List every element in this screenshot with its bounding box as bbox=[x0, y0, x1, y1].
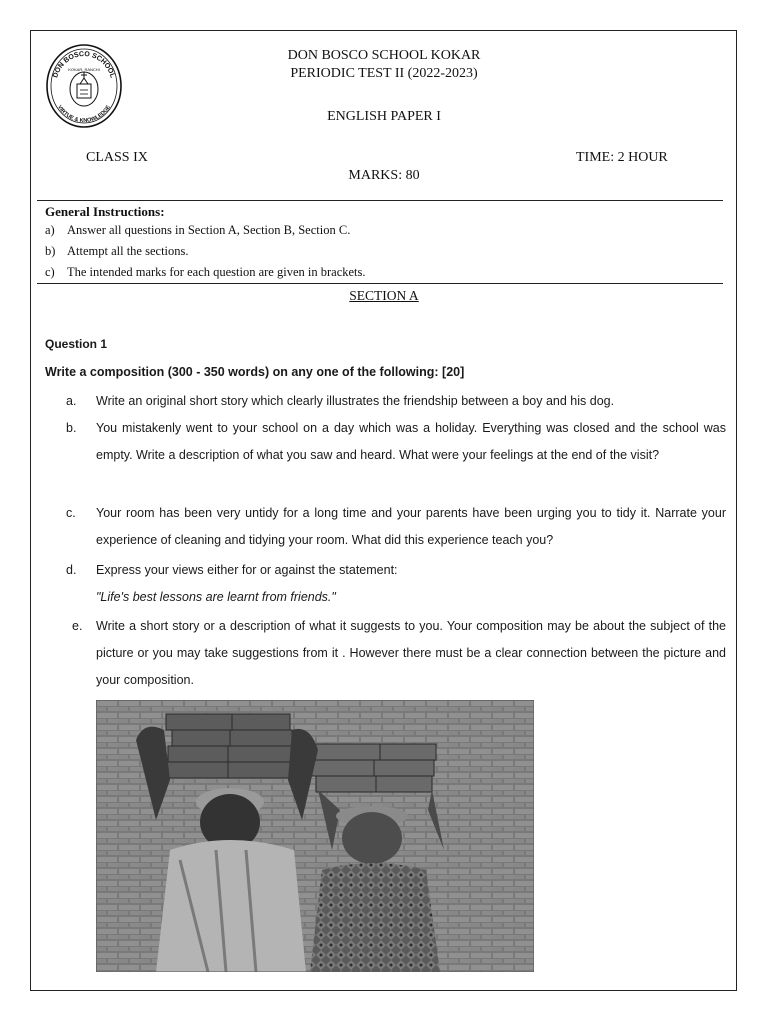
test-title: PERIODIC TEST II (2022-2023) bbox=[290, 66, 478, 81]
option-marker: e. bbox=[72, 619, 83, 633]
option-marker: c. bbox=[66, 506, 76, 520]
instruction-text: Attempt all the sections. bbox=[67, 244, 189, 258]
question-instruction: Write a composition (300 - 350 words) on any one of the following: [20] bbox=[45, 365, 465, 379]
instructions-divider bbox=[37, 283, 723, 284]
marks-label: MARKS: 80 bbox=[348, 168, 420, 183]
option-marker: b. bbox=[66, 421, 77, 435]
instruction-marker: b) bbox=[45, 244, 56, 258]
paper-title: ENGLISH PAPER I bbox=[327, 109, 441, 124]
option-text: You mistakenly went to your school on a day which was a holiday. Everything was closed and the school was empty. Write a description of what you saw and heard. What were your feelings at the end of the visit? bbox=[96, 421, 726, 462]
time-label: TIME: 2 HOUR bbox=[576, 150, 668, 165]
option-marker: d. bbox=[66, 563, 77, 577]
option-text: Write an original short story which clearly illustrates the friendship between a boy and his dog. bbox=[96, 394, 615, 408]
school-name: DON BOSCO SCHOOL KOKAR bbox=[287, 48, 481, 63]
option-marker: a. bbox=[66, 394, 77, 408]
option-item bbox=[66, 415, 726, 469]
composition-picture bbox=[96, 700, 534, 972]
option-item bbox=[66, 613, 726, 694]
class-label: CLASS IX bbox=[86, 150, 148, 165]
option-text: Write a short story or a description of what it suggests to you. Your composition may be about the subject of the picture or you may take suggestions from it . However there must be a clear connection between the picture and your composition. bbox=[96, 619, 726, 687]
instruction-item bbox=[45, 223, 350, 238]
instruction-text: Answer all questions in Section A, Section B, Section C. bbox=[67, 223, 351, 237]
logo-ring-sub: KOKAR, RANCHI bbox=[68, 67, 100, 72]
option-item bbox=[66, 500, 726, 554]
instruction-item bbox=[45, 244, 189, 259]
logo-ring-bottom: VIRTUE & KNOWLEDGE bbox=[56, 104, 112, 125]
instruction-item bbox=[45, 265, 366, 280]
instructions-title: General Instructions: bbox=[45, 204, 165, 219]
instruction-marker: c) bbox=[45, 265, 55, 279]
question-title: Question 1 bbox=[45, 337, 108, 351]
option-item bbox=[66, 388, 726, 415]
option-quote: "Life's best lessons are learnt from friends." bbox=[96, 590, 336, 604]
option-text: Express your views either for or against the statement: bbox=[96, 563, 398, 577]
header-divider bbox=[37, 200, 723, 201]
section-title: SECTION A bbox=[349, 288, 419, 303]
option-item bbox=[66, 557, 726, 611]
instruction-text: The intended marks for each question are given in brackets. bbox=[67, 265, 366, 279]
option-text: Your room has been very untidy for a long time and your parents have been urging you to tidy it. Narrate your experience of cleaning and tidying your room. What did this experience teach you? bbox=[96, 506, 726, 547]
instruction-marker: a) bbox=[45, 223, 55, 237]
logo-ring-top: DON BOSCO SCHOOL bbox=[52, 50, 116, 79]
